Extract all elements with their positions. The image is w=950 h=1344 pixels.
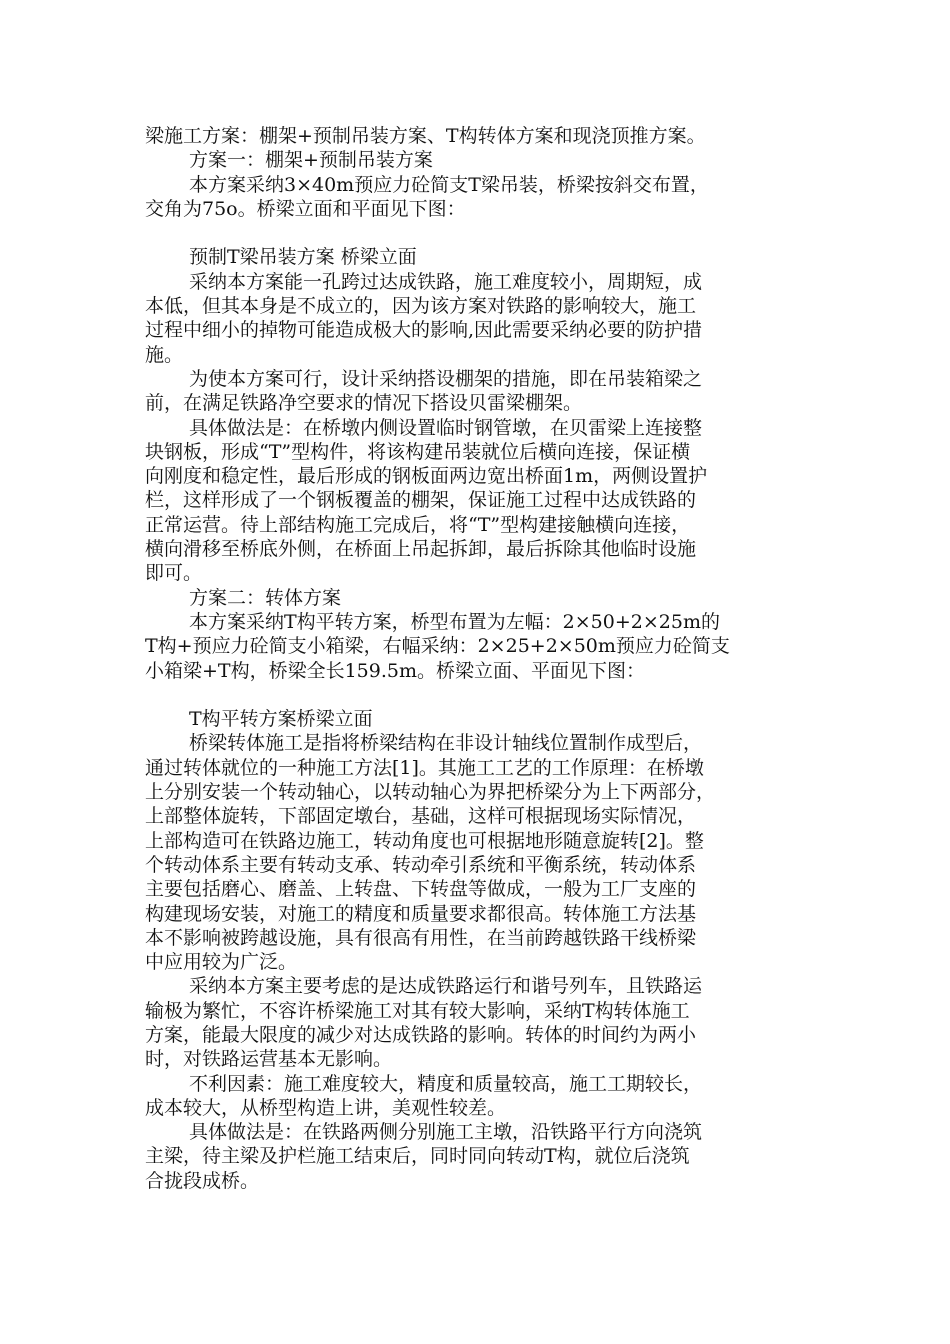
- text-line: 具体做法是：在铁路两侧分别施工主墩，沿铁路平行方向浇筑: [189, 1121, 703, 1144]
- text-line: 通过转体就位的一种施工方法[1]。其施工工艺的工作原理：在桥墩: [145, 756, 704, 779]
- text-line: 本不影响被跨越设施，具有很高有用性，在当前跨越铁路干线桥梁: [145, 926, 697, 949]
- blank-line: [145, 221, 803, 245]
- text-line: 中应用较为广泛。: [145, 951, 298, 974]
- document-body: [145, 124, 803, 1193]
- text-line: 栏，这样形成了一个钢板覆盖的棚架，保证施工过程中达成铁路的: [145, 489, 697, 512]
- text-line: 本方案采纳T构平转方案，桥型布置为左幅：2×50+2×25m的: [189, 610, 720, 633]
- text-line: 方案一：棚架+预制吊装方案: [189, 149, 433, 172]
- text-line: 本低，但其本身是不成立的，因为该方案对铁路的影响较大，施工: [145, 295, 697, 318]
- text-line: 上分别安装一个转动轴心，以转动轴心为界把桥梁分为上下两部分，: [145, 781, 716, 804]
- text-line: 本方案采纳3×40m预应力砼简支T梁吊装，桥梁按斜交布置，: [189, 173, 709, 196]
- text-line: 上部构造可在铁路边施工，转动角度也可根据地形随意旋转[2]。整: [145, 829, 704, 852]
- text-line: 采纳本方案主要考虑的是达成铁路运行和谐号列车，且铁路运: [189, 975, 703, 998]
- text-line: 构建现场安装，对施工的精度和质量要求都很高。转体施工方法基: [145, 902, 697, 925]
- text-line: 梁施工方案：棚架+预制吊装方案、T构转体方案和现浇顶推方案。: [145, 125, 706, 147]
- text-line: 方案二：转体方案: [189, 586, 342, 609]
- text-line: 具体做法是：在桥墩内侧设置临时钢管墩，在贝雷梁上连接整: [189, 416, 703, 439]
- text-line: 交角为75o。桥梁立面和平面见下图：: [145, 197, 466, 220]
- text-line: 块钢板，形成“T”型构件，将该构建吊装就位后横向连接，保证横: [145, 440, 691, 463]
- blank-line: [145, 683, 803, 707]
- text-line: T构+预应力砼简支小箱梁，右幅采纳：2×25+2×50m预应力砼简支: [145, 635, 730, 658]
- text-line: 向刚度和稳定性，最后形成的钢板面两边宽出桥面1m，两侧设置护: [145, 465, 708, 488]
- text-line: 采纳本方案能一孔跨过达成铁路，施工难度较小，周期短，成: [189, 270, 703, 293]
- text-line: 时，对铁路运营基本无影响。: [145, 1048, 393, 1071]
- text-line: 成本较大，从桥型构造上讲，美观性较差。: [145, 1096, 507, 1119]
- text-line: 小箱梁+T构，桥梁全长159.5m。桥梁立面、平面见下图：: [145, 659, 646, 682]
- text-line: 为使本方案可行，设计采纳搭设棚架的措施，即在吊装箱梁之: [189, 367, 703, 390]
- text-line: 预制T梁吊装方案 桥梁立面: [189, 246, 417, 269]
- text-line: 前，在满足铁路净空要求的情况下搭设贝雷梁棚架。: [145, 392, 583, 415]
- text-line: 过程中细小的掉物可能造成极大的影响,因此需要采纳必要的防护措: [145, 319, 703, 342]
- text-line: 个转动体系主要有转动支承、转动牵引系统和平衡系统，转动体系: [145, 853, 697, 876]
- text-line: 施。: [145, 343, 184, 366]
- text-line: 上部整体旋转，下部固定墩台，基础，这样可根据现场实际情况，: [145, 805, 697, 828]
- text-line: 桥梁转体施工是指将桥梁结构在非设计轴线位置制作成型后，: [189, 732, 703, 755]
- text-line: 合拢段成桥。: [145, 1169, 260, 1192]
- text-line: 正常运营。待上部结构施工完成后，将“T”型构建接触横向连接，: [145, 513, 691, 536]
- text-line: T构平转方案桥梁立面: [189, 708, 373, 731]
- text-line: 不利因素：施工难度较大，精度和质量较高，施工工期较长，: [189, 1072, 703, 1095]
- text-line: 输极为繁忙，不容许桥梁施工对其有较大影响，采纳T构转体施工: [145, 999, 690, 1022]
- text-line: 即可。: [145, 562, 203, 585]
- text-line: 主要包括磨心、磨盖、上转盘、下转盘等做成，一般为工厂支座的: [145, 878, 697, 901]
- text-line: 主梁，待主梁及护栏施工结束后，同时同向转动T构，就位后浇筑: [145, 1145, 690, 1168]
- text-line: 横向滑移至桥底外侧，在桥面上吊起拆卸，最后拆除其他临时设施: [145, 538, 697, 561]
- text-line: 方案，能最大限度的减少对达成铁路的影响。转体的时间约为两小: [145, 1023, 697, 1046]
